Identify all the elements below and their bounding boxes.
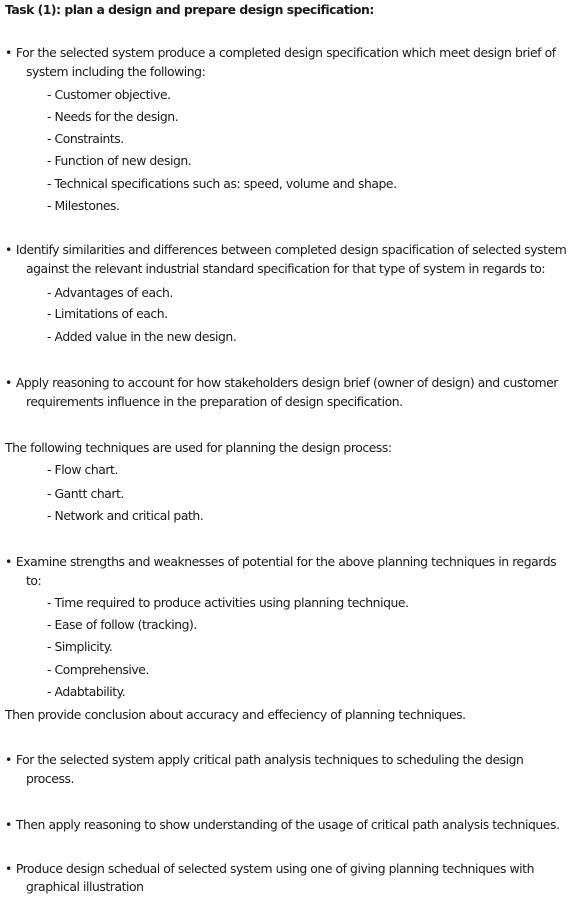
- bullet-similarities: • Identify similarities and differences between completed design spacification of selected system: [5, 242, 566, 257]
- bullet-critical-path-cont: process.: [26, 771, 74, 786]
- list-item: - Milestones.: [47, 198, 120, 213]
- list-item: - Added value in the new design.: [47, 329, 236, 344]
- list-item: - Needs for the design.: [47, 109, 178, 124]
- bullet-design-spec: • For the selected system produce a completed design specification which meet design brief of: [5, 45, 556, 60]
- list-item: - Adabtability.: [47, 684, 125, 699]
- bullet-reasoning-critical-path: • Then apply reasoning to show understanding of the usage of critical path analysis techniques.: [5, 817, 559, 832]
- list-item: - Time required to produce activities using planning technique.: [47, 595, 409, 610]
- list-item: - Network and critical path.: [47, 508, 203, 523]
- bullet-similarities-cont: against the relevant industrial standard specification for that type of system in regards to:: [26, 261, 546, 276]
- bullet-critical-path: • For the selected system apply critical path analysis techniques to scheduling the design: [5, 752, 523, 767]
- list-item: - Constraints.: [47, 131, 124, 146]
- bullet-reasoning-stakeholders-cont: requirements influence in the preparation of design specification.: [26, 394, 403, 409]
- list-item: - Ease of follow (tracking).: [47, 617, 197, 632]
- bullet-reasoning-stakeholders: • Apply reasoning to account for how stakeholders design brief (owner of design) and customer: [5, 375, 558, 390]
- bullet-design-spec-cont: system including the following:: [26, 64, 206, 79]
- list-item: - Flow chart.: [47, 462, 118, 477]
- list-item: - Customer objective.: [47, 87, 171, 102]
- list-item: - Advantages of each.: [47, 285, 173, 300]
- techniques-intro: The following techniques are used for planning the design process:: [5, 440, 392, 455]
- bullet-design-schedule-cont: graphical illustration: [26, 879, 144, 894]
- list-item: - Function of new design.: [47, 153, 191, 168]
- page-title: Task (1): plan a design and prepare design specification:: [5, 2, 374, 17]
- list-item: - Gantt chart.: [47, 486, 124, 501]
- bullet-strengths-weaknesses-cont: to:: [26, 573, 42, 588]
- bullet-strengths-weaknesses: • Examine strengths and weaknesses of potential for the above planning techniques in regards: [5, 554, 556, 569]
- list-item: - Technical specifications such as: speed, volume and shape.: [47, 176, 397, 191]
- conclusion-text: Then provide conclusion about accuracy and effeciency of planning techniques.: [5, 707, 466, 722]
- list-item: - Simplicity.: [47, 639, 112, 654]
- list-item: - Comprehensive.: [47, 662, 149, 677]
- bullet-design-schedule: • Produce design schedual of selected system using one of giving planning techniques with: [5, 861, 534, 876]
- list-item: - Limitations of each.: [47, 306, 168, 321]
